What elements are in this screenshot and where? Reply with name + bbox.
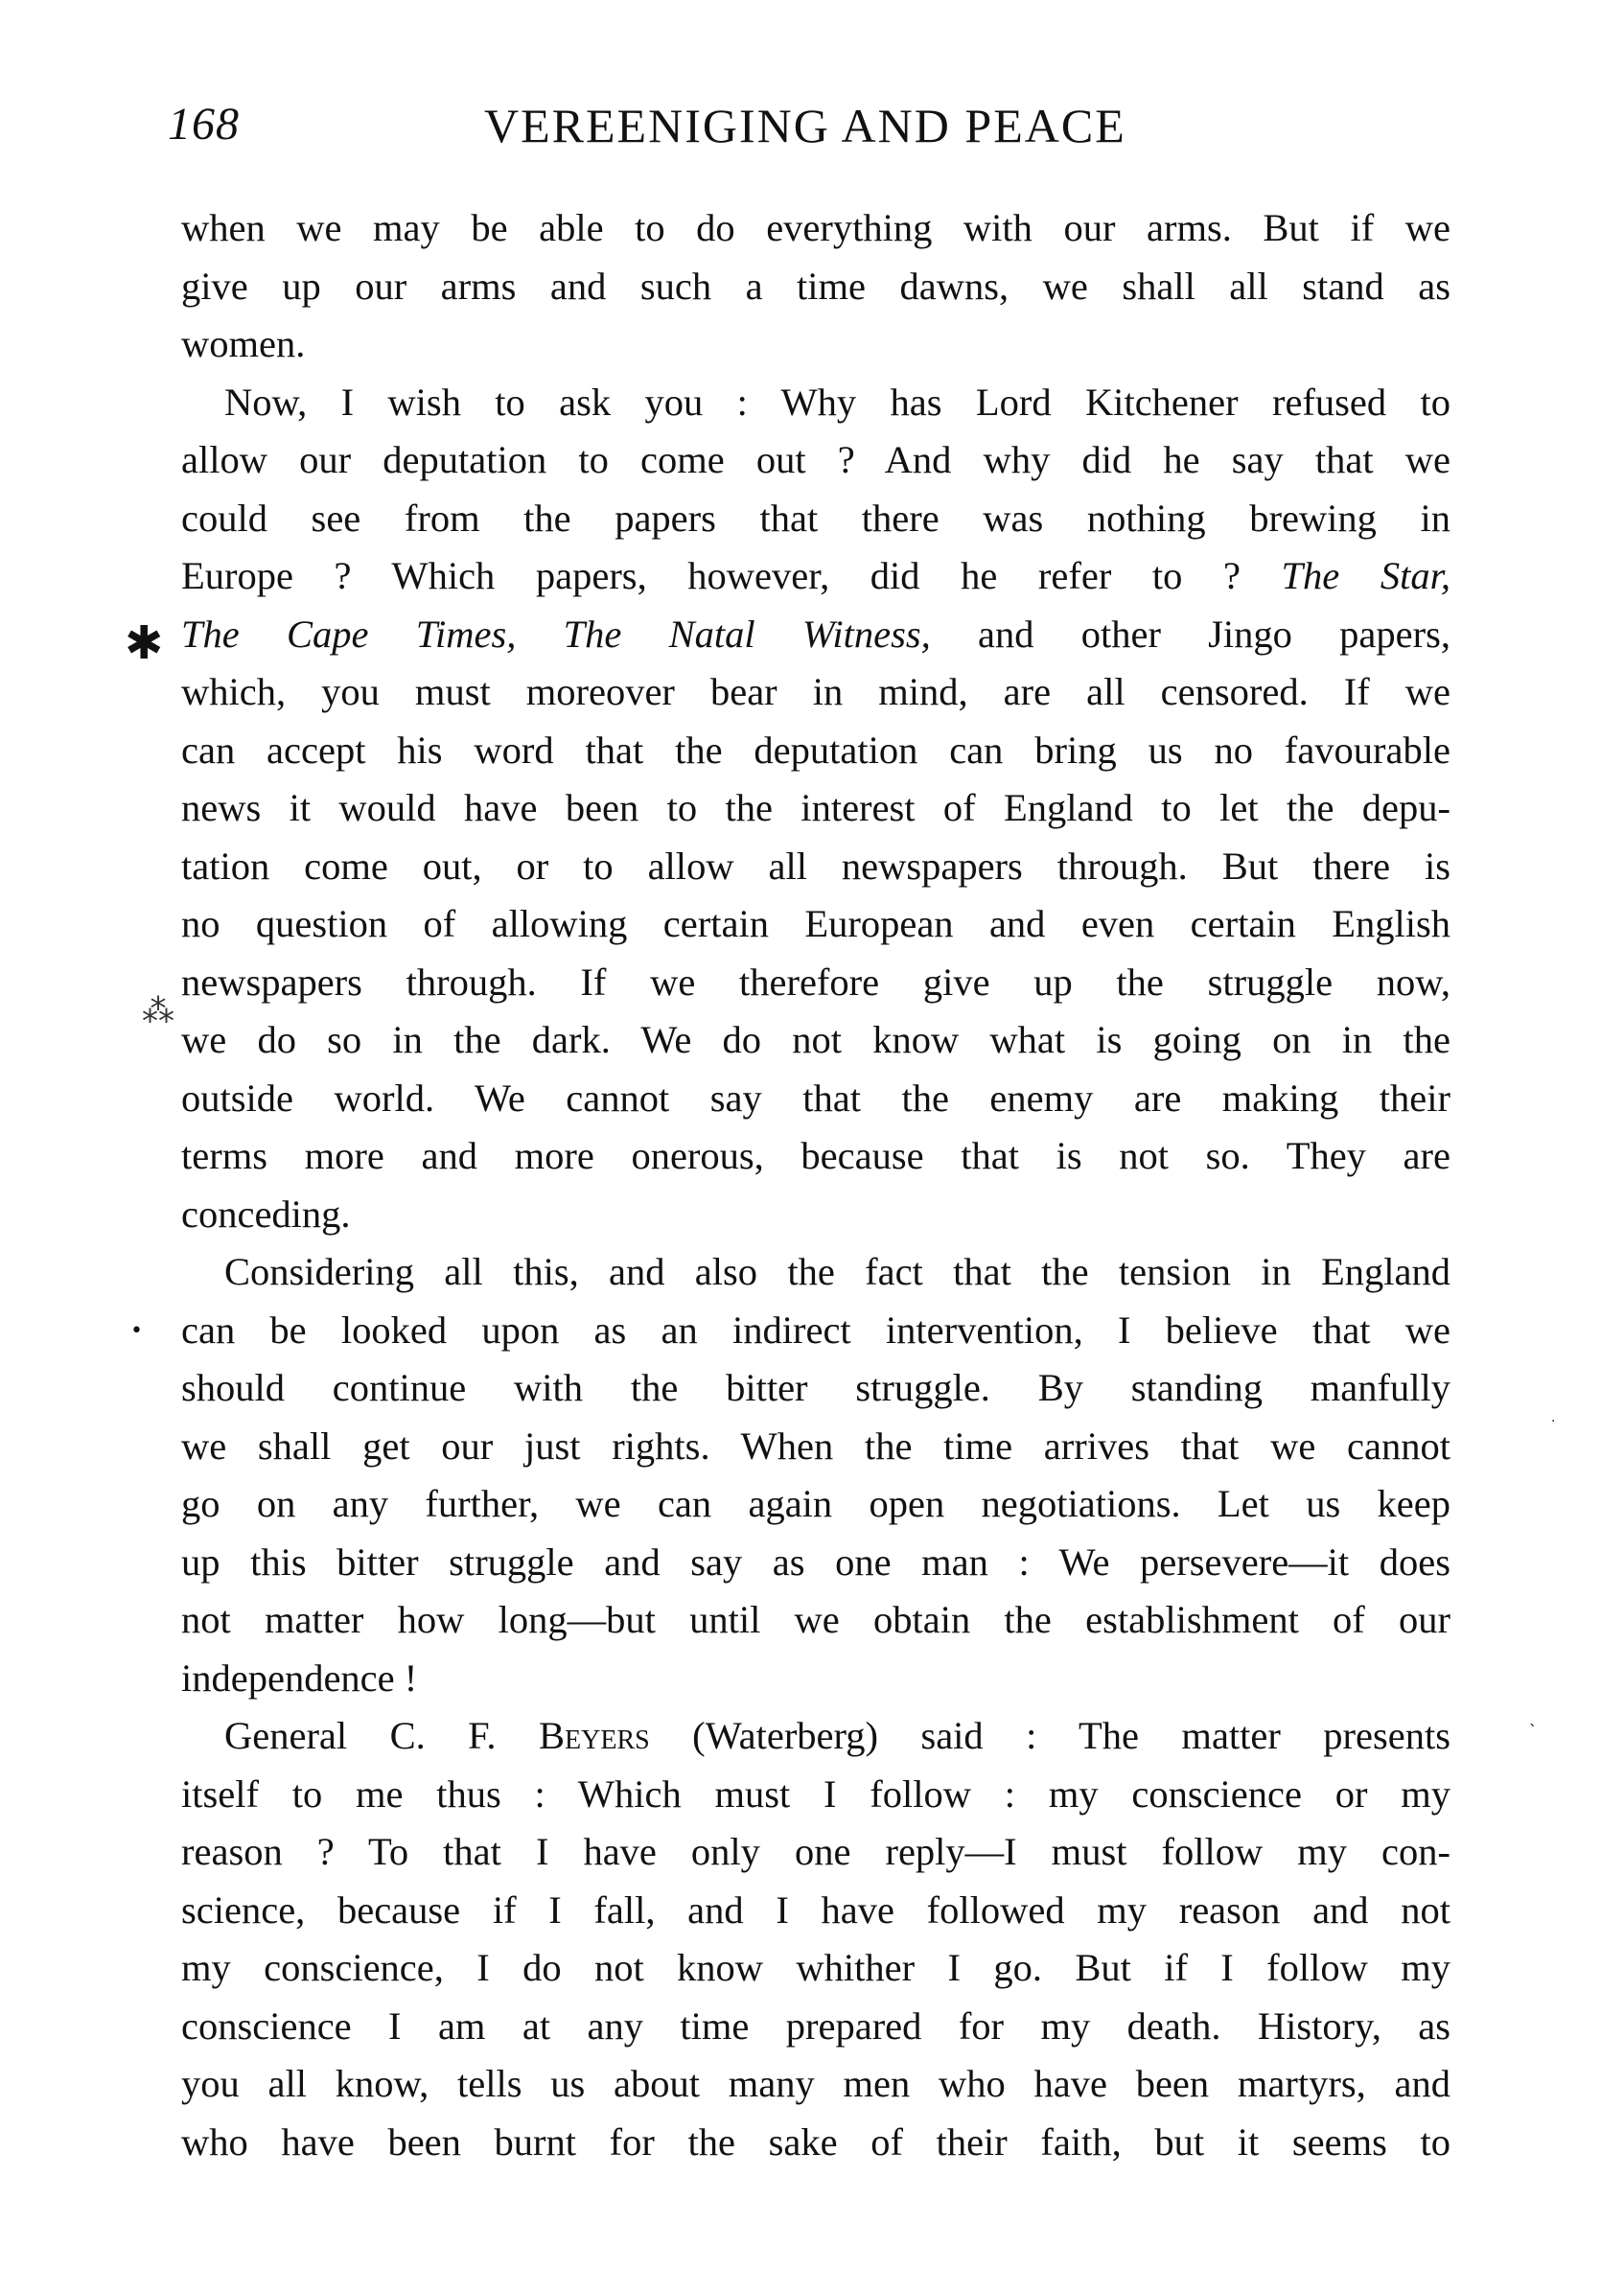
margin-dot-icon: • — [130, 1319, 143, 1343]
text-line: can accept his word that the deputation can bring us no favourable — [181, 728, 1450, 772]
text-line: give up our arms and such a time dawns, we shall all stand as — [181, 264, 1450, 308]
asterisk-icon: ✱ — [125, 616, 164, 670]
text-line: could see from the papers that there was nothing brewing in — [181, 496, 1450, 540]
text-line — [181, 1707, 1450, 1766]
text-line: conscience I am at any time prepared for my death. History, as — [181, 2003, 1450, 2048]
text-line: you all know, tells us about many men who have been martyrs, and — [181, 2062, 1450, 2105]
margin-speck-icon: · — [1551, 1414, 1556, 1429]
text-line: itself to me thus : Which must I follow : my conscience or my — [181, 1771, 1450, 1816]
text-line: independence ! — [181, 1655, 418, 1700]
text-span: (Waterberg) said : The matter presents — [692, 1714, 1451, 1757]
margin-star-icon: ⁂ — [142, 992, 174, 1030]
text-line: terms more and more onerous, because that is not so. They are — [181, 1134, 1450, 1177]
margin-tick-icon: ˎ — [1529, 1708, 1537, 1726]
speaker-name: Beyers — [539, 1714, 650, 1757]
text-line: go on any further, we can again open negotiations. Let us keep — [181, 1482, 1450, 1525]
text-line: no question of allowing certain European and even certain English — [181, 902, 1450, 945]
text-line: women. — [181, 322, 306, 365]
page-number: 168 — [168, 99, 240, 150]
text-line: Considering all this, and also the fact that the tension in England — [224, 1250, 1450, 1293]
text-line: allow our deputation to come out ? And why did he say that we — [181, 438, 1450, 481]
text-line: science, because if I fall, and I have followed my reason and not — [181, 1887, 1450, 1932]
newspaper-titles: The Cape Times, The Natal Witness, — [181, 612, 931, 656]
text-line: we shall get our just rights. When the time arrives that we cannot — [181, 1424, 1450, 1468]
text-span: Europe ? Which papers, however, did he refer to ? — [181, 554, 1241, 597]
text-span: and other Jingo papers, — [978, 612, 1451, 656]
text-line: reason ? To that I have only one reply—I must follow my con- — [181, 1830, 1450, 1873]
text-span: General C. F. — [224, 1714, 497, 1757]
text-line: should continue with the bitter struggle. By standing manfully — [181, 1366, 1450, 1409]
text-line: we do so in the dark. We do not know what is going on in the — [181, 1018, 1450, 1061]
text-line: outside world. We cannot say that the enemy are making their — [181, 1076, 1450, 1120]
text-line: conceding. — [181, 1192, 351, 1236]
text-line — [181, 606, 1450, 664]
text-line: who have been burnt for the sake of their faith, but it seems to — [181, 2119, 1450, 2164]
text-line: can be looked upon as an indirect intervention, I believe that we — [181, 1308, 1450, 1352]
text-line: not matter how long—but until we obtain the establishment of our — [181, 1598, 1450, 1641]
running-title: VEREENIGING AND PEACE — [484, 99, 1126, 152]
text-line: when we may be able to do everything with our arms. But if we — [181, 206, 1450, 249]
text-line: up this bitter struggle and say as one man : We persevere—it does — [181, 1540, 1450, 1584]
text-line: my conscience, I do not know whither I go. But if I follow my — [181, 1946, 1450, 1989]
running-head — [168, 98, 1452, 165]
newspaper-title: The Star, — [1281, 554, 1450, 597]
body-text — [181, 199, 1450, 2171]
text-line: news it would have been to the interest of England to let the depu- — [181, 786, 1450, 829]
text-line: tation come out, or to allow all newspapers through. But there is — [181, 844, 1450, 888]
text-line: newspapers through. If we therefore give up the struggle now, — [181, 960, 1450, 1004]
text-line: Now, I wish to ask you : Why has Lord Kitchener refused to — [224, 380, 1450, 424]
text-line: which, you must moreover bear in mind, are all censored. If we — [181, 670, 1450, 713]
text-line — [181, 547, 1450, 606]
